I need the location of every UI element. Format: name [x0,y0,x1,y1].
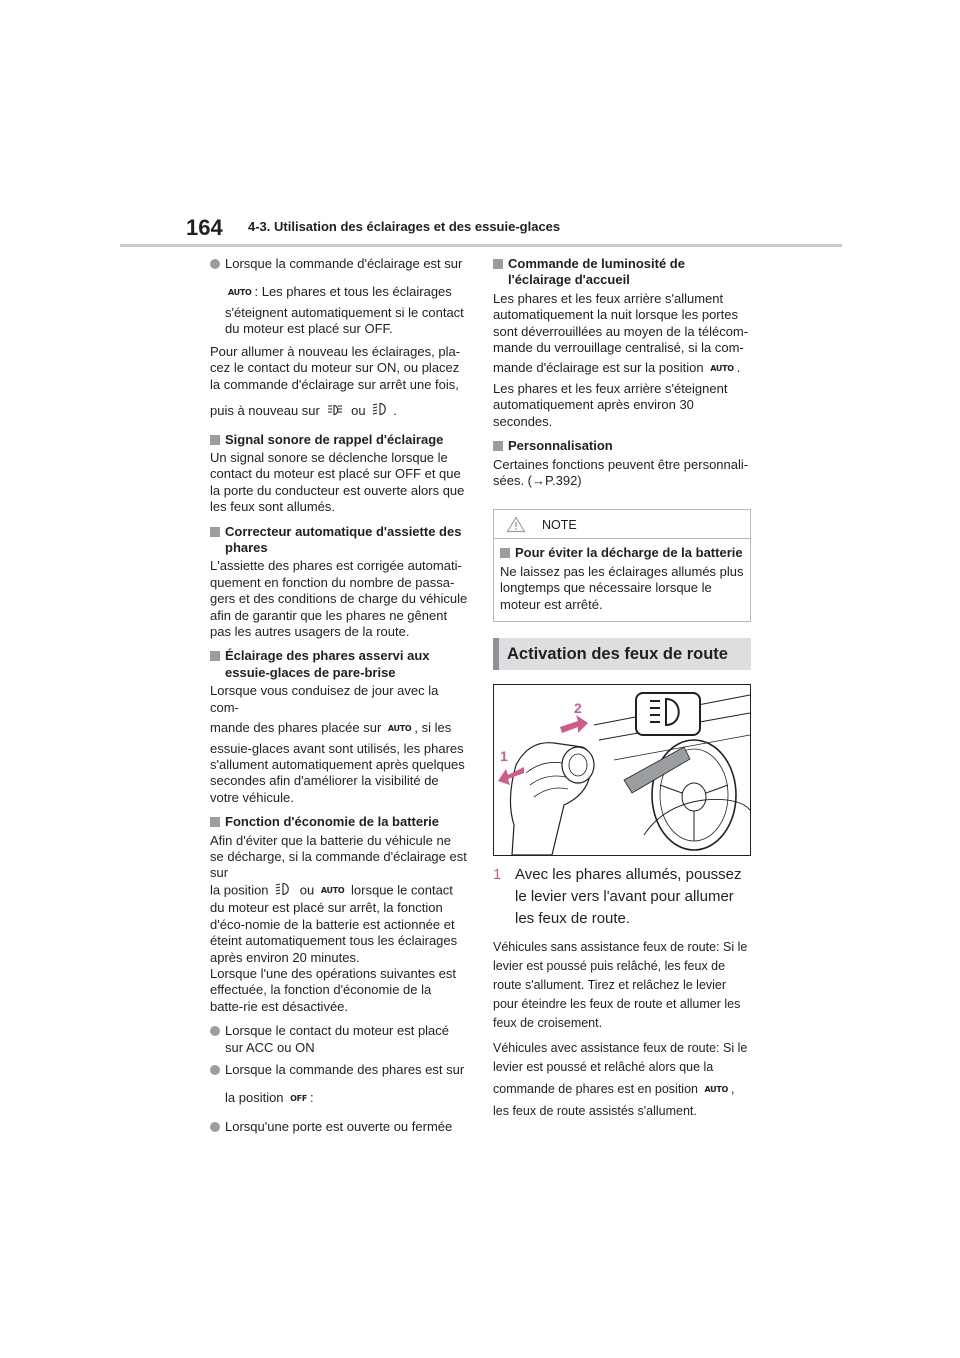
square-bullet-icon [210,435,220,445]
label-2: 2 [574,700,582,717]
subheading-personnalisation: Personnalisation [493,438,751,454]
lever-illustration-svg [494,685,750,855]
bullet-acc: Lorsque le contact du moteur est placé sur ACC ou ON [210,1023,468,1056]
bullet-text: Lorsque la commande d'éclairage est sur [225,256,463,271]
bullet-icon [210,259,220,269]
square-bullet-icon [210,817,220,827]
auto-symbol-icon: AUTO [710,364,734,373]
subheading-eclairage: Éclairage des phares asservi aux essuie-glaces de pare-brise [210,648,468,681]
square-bullet-icon [493,259,503,269]
note-title [494,510,750,539]
bullet-porte: Lorsqu'une porte est ouverte ou fermée [210,1119,468,1135]
paragraph-avec-assistance: Véhicules avec assistance feux de route: Si le levier est poussé et relâché alors que la [493,1041,748,1075]
paragraph-eclairage: Lorsque vous conduisez de jour avec la com- [210,683,439,715]
relight-paragraph: Pour allumer à nouveau les éclairages, pla-cez le contact du moteur sur ON, ou placez la commande d'éclairage sur arrêt une fois, [210,343,461,392]
square-bullet-icon [210,527,220,537]
headlight-icon [372,400,390,424]
bullet-off: Lorsque la commande des phares est sur la position OFF : [210,1062,468,1111]
subheading-accueil: Commande de luminosité de l'éclairage d'accueil [493,256,751,289]
left-column [210,256,468,1141]
paragraph-avec-line: commande de phares est en position AUTO , [493,1077,751,1102]
paragraph-sans-assistance: Véhicules sans assistance feux de route: Si le levier est poussé puis relâché, les feux de route s'allument. Tirez et relâchez le levier pour éteindre les feux de route et allumer les feux de croisement. [493,940,748,1031]
section-banner: Activation des feux de route [493,638,751,670]
page-number: 164 [186,215,223,240]
right-column [493,256,751,1127]
square-bullet-icon [493,441,503,451]
step-text: Avec les phares allumés, poussez le levier vers l'avant pour allumer les feux de route. [515,866,742,928]
subheading-correcteur: Correcteur automatique d'assiette des phares [210,524,468,557]
bullet-text: s'éteignent automatiquement si le contact du moteur est placé sur OFF. [225,304,464,337]
paragraph-eclairage-line: mande des phares placée sur AUTO , si les [210,716,468,741]
paragraph-personnalisation: Certaines fonctions peuvent être personnali-sées. (→P.392) [493,456,749,489]
step-1 [493,864,751,930]
subheading-economie: Fonction d'économie de la batterie [210,814,468,830]
note-label: NOTE [542,518,577,533]
warning-triangle-icon [506,516,526,537]
paragraph-accueil-end: Les phares et les feux arrière s'éteignent automatiquement après environ 30 secondes. [493,381,728,429]
auto-symbol-icon: AUTO [387,723,412,733]
low-beam-headlight-icon [326,400,344,424]
step-number: 1 [493,866,502,884]
paragraph-signal: Un signal sonore se déclenche lorsque le contact du moteur est placé sur OFF et que la porte du conducteur est ouverte alors que les feux sont allumés. [210,449,465,515]
note-text: Ne laissez pas les éclairages allumés plus longtemps que nécessaire lorsque le moteur est arrêté. [500,563,744,612]
note-box [493,509,751,622]
paragraph-avec-end: les feux de route assistés s'allument. [493,1103,697,1118]
paragraph-accueil-line: mande d'éclairage est sur la position AUTO . [493,356,751,381]
auto-symbol-icon: AUTO [320,885,345,895]
paragraph-correcteur: L'assiette des phares est corrigée automati-quement en fonction du nombre de passa-gers et des conditions de charge du véhicule afin de garantir que les phares ne gênent pas les autres usagers de la route. [210,558,468,640]
paragraph-economie-line: la position ou AUTO lorsque le contact du moteur est placé sur arrêt, la fonction d'éco-nomie de la batterie est actionnée et éteint automatiquement tous les éclairages après environ 20 minutes. [210,882,458,965]
paragraph-accueil: Les phares et les feux arrière s'allument automatiquement la nuit lorsque les portes sont déverrouillées au moyen de la télécom-mande du verrouillage centralisé, si la com- [493,290,749,356]
label-1: 1 [500,748,508,765]
note-heading: Pour éviter la décharge de la batterie [500,545,744,561]
bullet-text: : Les phares et tous les éclairages [254,284,452,300]
bullet-auto [210,256,468,338]
section-heading: 4-3. Utilisation des éclairages et des essuie-glaces [248,219,561,234]
arrow-push-icon [560,715,588,733]
subheading-signal: Signal sonore de rappel d'éclairage [210,432,468,448]
bullet-icon [210,1026,220,1036]
paragraph-economie-end: Lorsque l'une des opérations suivantes est effectuée, la fonction d'économie de la batte-rie est désactivée. [210,965,457,1014]
off-symbol-icon: OFF [290,1093,308,1103]
note-body [494,539,750,621]
relight-line: puis à nouveau sur ou . [210,399,468,424]
paragraph-economie: Afin d'éviter que la batterie du véhicule ne se décharge, si la commande d'éclairage est sur [210,832,467,881]
header-rule [120,244,842,247]
auto-symbol-icon: AUTO [704,1084,728,1094]
bullet-icon [210,1122,220,1132]
square-bullet-icon [500,548,510,558]
headlight-icon [275,882,293,900]
square-bullet-icon [210,651,220,661]
auto-symbol-icon: AUTO [228,287,252,297]
step-notes [493,938,751,1121]
headlight-lever-illustration [493,684,751,856]
bullet-icon [210,1065,220,1075]
paragraph-eclairage-end: essuie-glaces avant sont utilisés, les phares s'allument automatiquement après quelques secondes afin d'améliorer la visibilité de votre véhicule. [210,740,465,805]
